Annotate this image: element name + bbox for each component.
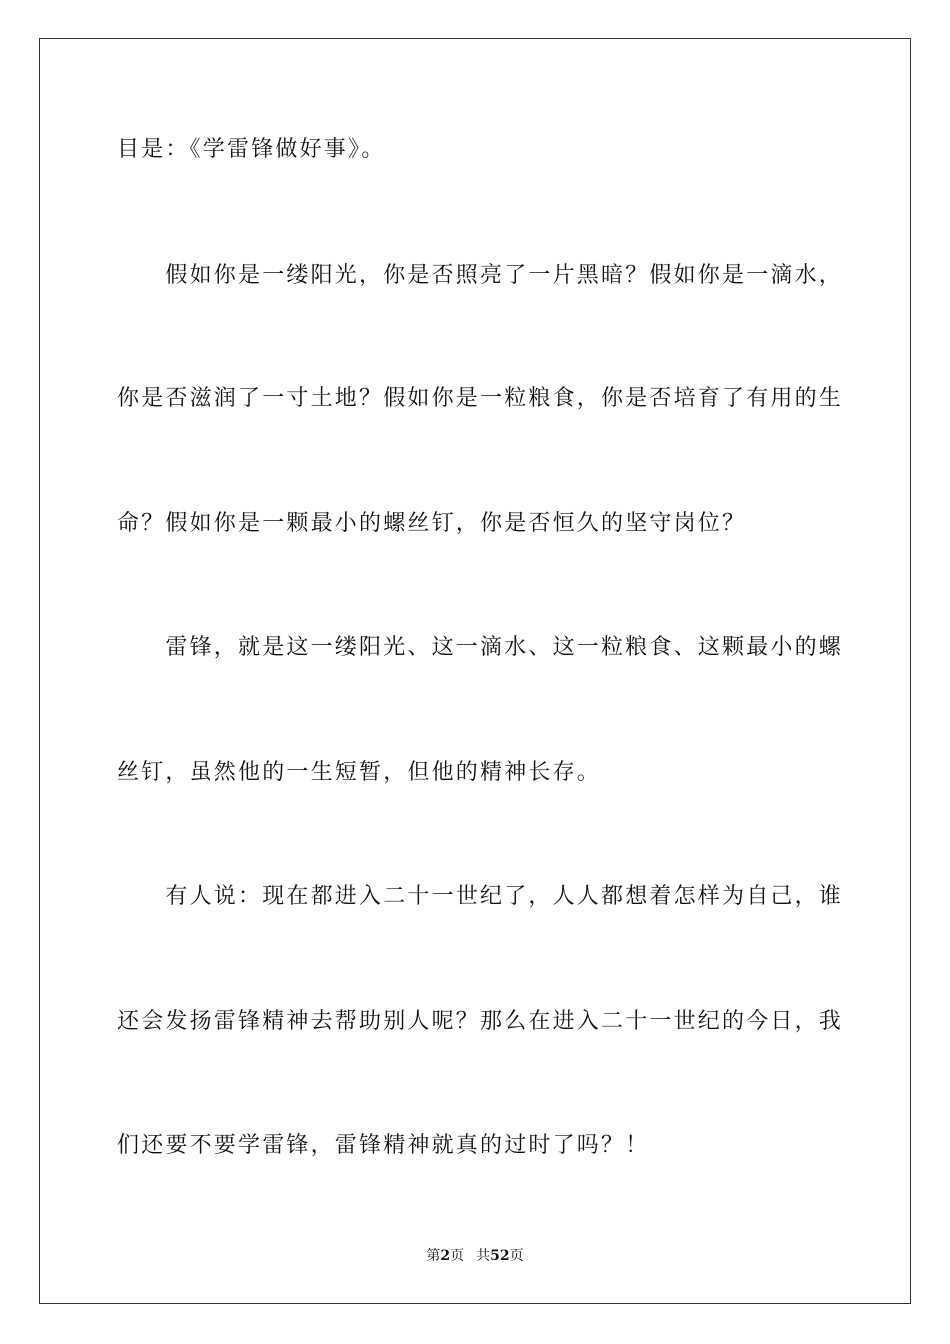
paragraph-line-8: 还会发扬雷锋精神去帮助别人呢？那么在进入二十一世纪的今日，我 — [117, 1009, 844, 1034]
page-prefix: 第 — [426, 1248, 441, 1264]
paragraph-line-6: 丝钉，虽然他的一生短暂，但他的精神长存。 — [117, 760, 602, 785]
paragraph-line-2: 假如你是一缕阳光，你是否照亮了一片黑暗？假如你是一滴水， — [117, 263, 844, 288]
page-border — [39, 38, 911, 1304]
current-page-number: 2 — [440, 1248, 451, 1264]
page-suffix: 页 — [450, 1248, 465, 1264]
total-suffix: 页 — [509, 1248, 524, 1264]
paragraph-line-7: 有人说：现在都进入二十一世纪了，人人都想着怎样为自己，谁 — [117, 884, 844, 909]
paragraph-line-4: 命？假如你是一颗最小的螺丝钉，你是否恒久的坚守岗位？ — [117, 511, 747, 536]
paragraph-line-9: 们还要不要学雷锋，雷锋精神就真的过时了吗？！ — [117, 1133, 650, 1158]
total-prefix: 共 — [476, 1248, 491, 1264]
paragraph-line-3: 你是否滋润了一寸土地？假如你是一粒粮食，你是否培育了有用的生 — [117, 386, 844, 411]
page-number-footer — [0, 1246, 950, 1266]
total-page-count: 52 — [490, 1248, 510, 1264]
paragraph-line-5: 雷锋，就是这一缕阳光、这一滴水、这一粒粮食、这颗最小的螺 — [117, 635, 844, 660]
paragraph-line-1: 目是：《学雷锋做好事》。 — [117, 137, 386, 162]
